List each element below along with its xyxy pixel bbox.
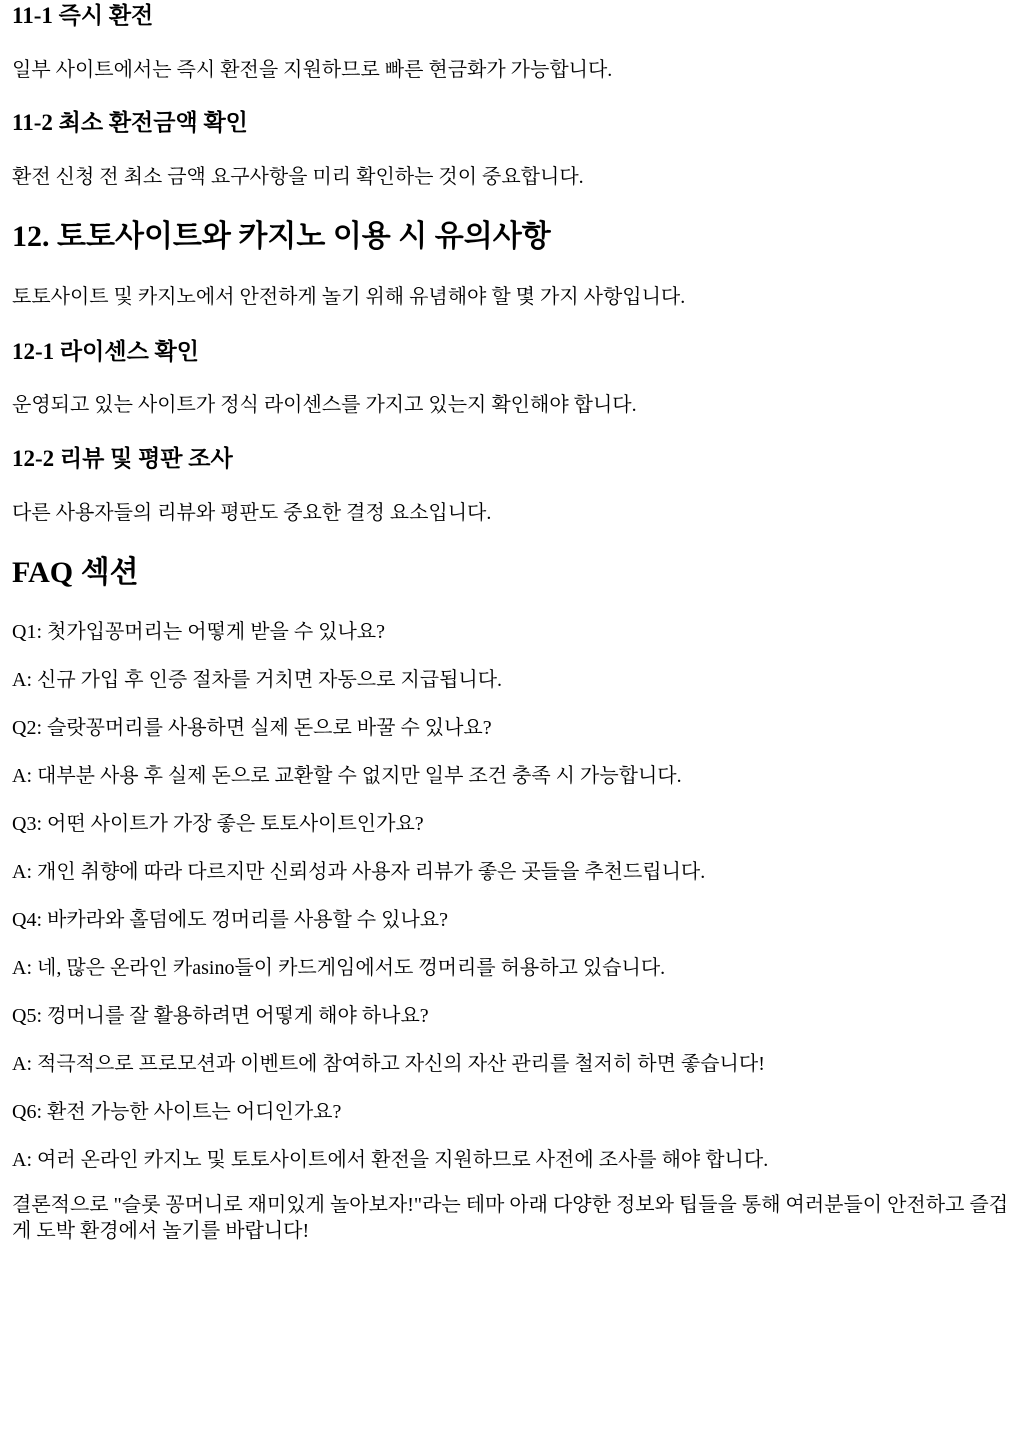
- faq-question: Q6: 환전 가능한 사이트는 어디인가요?: [12, 1101, 342, 1123]
- conclusion-paragraph: 결론적으로 "슬롯 꽁머니로 재미있게 놀아보자!"라는 테마 아래 다양한 정보와 팁들을 통해 여러분들이 안전하고 즐겁게 도박 환경에서 놀기를 바랍니다!: [12, 1194, 1009, 1242]
- faq-answer: A: 대부분 사용 후 실제 돈으로 교환할 수 없지만 일부 조건 충족 시 가능합니다.: [12, 765, 682, 787]
- faq-answer: A: 개인 취향에 따라 다르지만 신뢰성과 사용자 리뷰가 좋은 곳들을 추천드립니다.: [12, 861, 706, 883]
- faq-question: Q5: 껑머니를 잘 활용하려면 어떻게 해야 하나요?: [12, 1005, 429, 1027]
- subsection-text-12-2: 다른 사용자들의 리뷰와 평판도 중요한 결정 요소입니다.: [12, 502, 492, 524]
- faq-list: [12, 619, 1012, 1195]
- subsection-title-12-1: 12-1 라이센스 확인: [12, 339, 199, 364]
- faq-answer: A: 신규 가입 후 인증 절차를 거치면 자동으로 지급됩니다.: [12, 669, 503, 691]
- faq-answer: A: 적극적으로 프로모션과 이벤트에 참여하고 자신의 자산 관리를 철저히 하면 좋습니다!: [12, 1053, 765, 1075]
- subsection-title-12-2: 12-2 리뷰 및 평판 조사: [12, 446, 233, 471]
- section-intro-12: 토토사이트 및 카지노에서 안전하게 놀기 위해 유념해야 할 몇 가지 사항입니다.: [12, 286, 686, 308]
- faq-question: Q2: 슬랏꽁머리를 사용하면 실제 돈으로 바꿀 수 있나요?: [12, 717, 492, 739]
- section-title-12: 12. 토토사이트와 카지노 이용 시 유의사항: [12, 220, 551, 253]
- subsection-title-11-1: 11-1 즉시 환전: [12, 3, 154, 28]
- subsection-text-11-1: 일부 사이트에서는 즉시 환전을 지원하므로 빠른 현금화가 가능합니다.: [12, 59, 613, 81]
- subsection-text-11-2: 환전 신청 전 최소 금액 요구사항을 미리 확인하는 것이 중요합니다.: [12, 166, 584, 188]
- faq-question: Q3: 어떤 사이트가 가장 좋은 토토사이트인가요?: [12, 813, 424, 835]
- faq-answer: A: 여러 온라인 카지노 및 토토사이트에서 환전을 지원하므로 사전에 조사를 해야 합니다.: [12, 1149, 769, 1171]
- faq-answer: A: 네, 많은 온라인 카asino들이 카드게임에서도 껑머리를 허용하고 있습니다.: [12, 957, 666, 979]
- faq-question: Q4: 바카라와 홀덤에도 껑머리를 사용할 수 있나요?: [12, 909, 448, 931]
- subsection-text-12-1: 운영되고 있는 사이트가 정식 라이센스를 가지고 있는지 확인해야 합니다.: [12, 394, 637, 416]
- subsection-title-11-2: 11-2 최소 환전금액 확인: [12, 110, 248, 135]
- faq-question: Q1: 첫가입꽁머리는 어떻게 받을 수 있나요?: [12, 621, 385, 643]
- faq-section-title: FAQ 섹션: [12, 556, 139, 589]
